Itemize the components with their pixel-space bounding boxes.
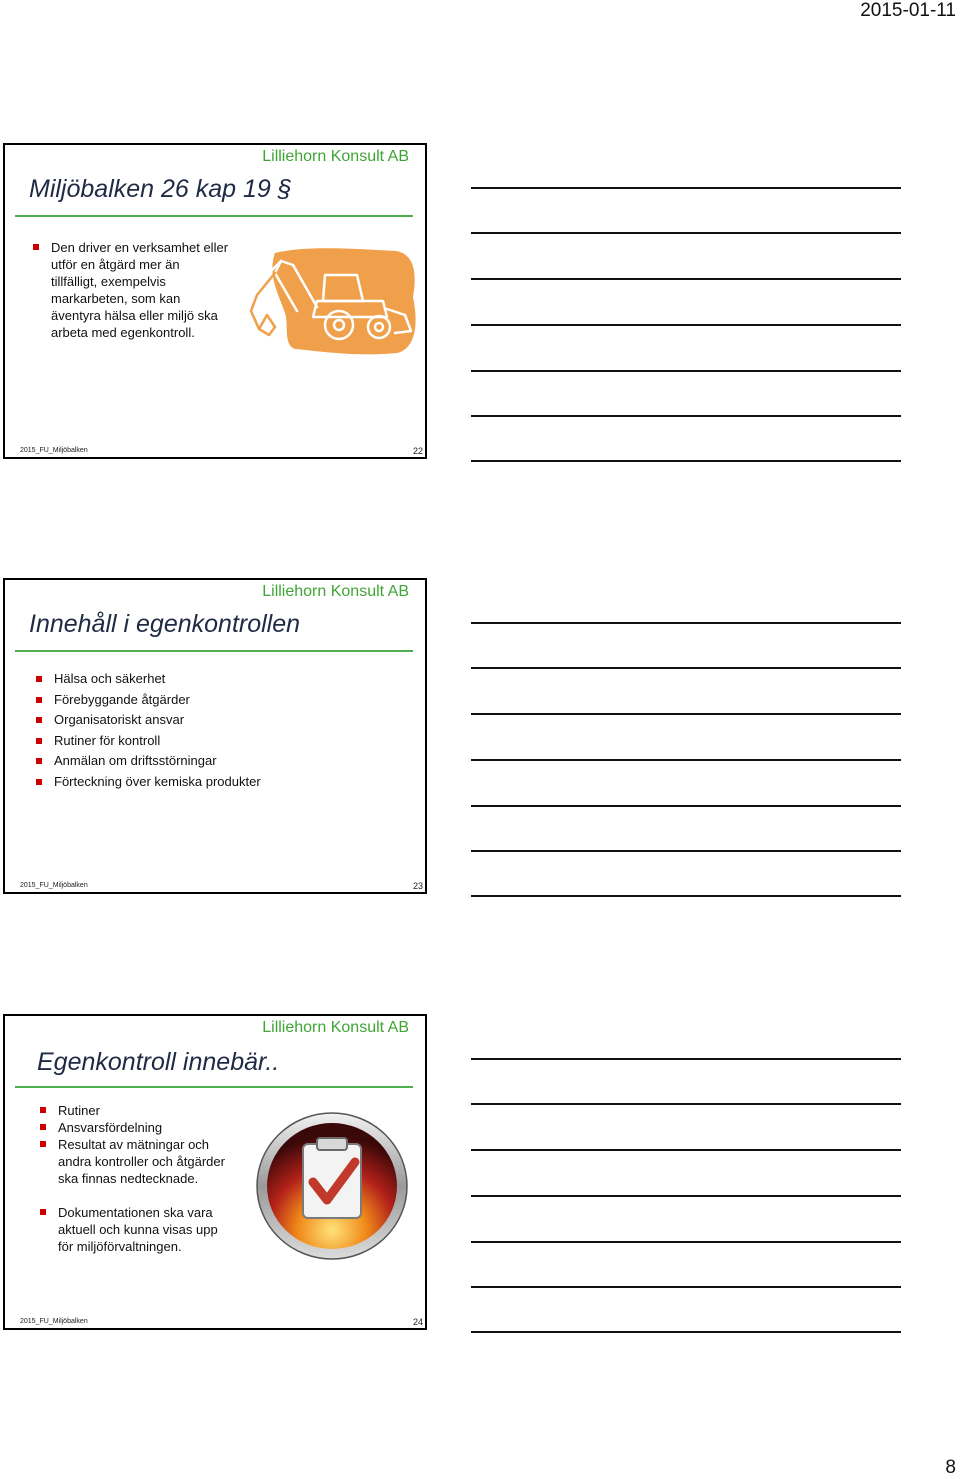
note-line [471, 232, 901, 234]
company-name: Lilliehorn Konsult AB [262, 583, 409, 600]
list-item: Organisatoriskt ansvar [36, 710, 416, 731]
list-item: Hälsa och säkerhet [36, 669, 416, 690]
note-line [471, 460, 901, 462]
page-date: 2015-01-11 [860, 0, 956, 21]
list-item: Den driver en verksamhet eller utför en åtgärd mer än tillfälligt, exempelvis markarbeten, som kan äventyra hälsa eller miljö ska arbeta med egenkontroll. [33, 239, 229, 341]
title-rule [15, 1086, 413, 1088]
title-rule [15, 215, 413, 217]
note-line [471, 1149, 901, 1151]
slide-title: Egenkontroll innebär.. [37, 1048, 280, 1076]
bullet-marker [33, 244, 39, 250]
bullet-marker [36, 697, 42, 703]
slide-footer-label: 2015_FU_Miljöbalken [20, 882, 88, 889]
note-line [471, 805, 901, 807]
bullet-marker [40, 1141, 46, 1147]
list-item: Anmälan om driftsstörningar [36, 751, 416, 772]
note-line [471, 1241, 901, 1243]
slide-title: Innehåll i egenkontrollen [29, 610, 301, 638]
note-line [471, 667, 901, 669]
note-line [471, 324, 901, 326]
bullet-list [33, 239, 229, 341]
bullet-marker [36, 676, 42, 682]
list-item: Förebyggande åtgärder [36, 690, 416, 711]
list-item: Resultat av mätningar och andra kontroller och åtgärder ska finnas nedtecknade. [40, 1136, 230, 1187]
note-line [471, 1195, 901, 1197]
title-rule [15, 650, 413, 652]
company-name: Lilliehorn Konsult AB [262, 148, 409, 165]
note-line [471, 1286, 901, 1288]
slide-number: 22 [412, 446, 423, 456]
bullet-marker [36, 758, 42, 764]
bullet-marker [36, 717, 42, 723]
note-line [471, 1058, 901, 1060]
list-item: Dokumentationen ska vara aktuell och kunna visas upp för miljöförvaltningen. [40, 1204, 230, 1255]
clipboard-checkmark-icon [255, 1110, 409, 1262]
company-name: Lilliehorn Konsult AB [262, 1019, 409, 1036]
bullet-marker [40, 1107, 46, 1113]
bullet-marker [40, 1209, 46, 1215]
note-line [471, 759, 901, 761]
bullet-marker [40, 1124, 46, 1130]
note-line [471, 895, 901, 897]
slide-23 [3, 578, 427, 894]
slide-number: 23 [412, 881, 423, 891]
backhoe-loader-clipart [247, 245, 419, 357]
note-line [471, 278, 901, 280]
page-number: 8 [945, 1457, 956, 1478]
note-line [471, 850, 901, 852]
note-line [471, 415, 901, 417]
list-item: Rutiner för kontroll [36, 731, 416, 752]
list-item: Förteckning över kemiska produkter [36, 772, 416, 793]
bullet-marker [36, 738, 42, 744]
list-item: Rutiner [40, 1102, 230, 1119]
note-line [471, 1103, 901, 1105]
slide-24 [3, 1014, 427, 1330]
list-item: Ansvarsfördelning [40, 1119, 230, 1136]
note-line [471, 1331, 901, 1333]
note-line [471, 622, 901, 624]
bullet-marker [36, 779, 42, 785]
slide-22 [3, 143, 427, 459]
slide-footer-label: 2015_FU_Miljöbalken [20, 1318, 88, 1325]
note-line [471, 370, 901, 372]
note-line [471, 713, 901, 715]
bullet-list [40, 1102, 230, 1255]
note-line [471, 187, 901, 189]
bullet-list [36, 669, 416, 792]
slide-number: 24 [412, 1317, 423, 1327]
slide-title: Miljöbalken 26 kap 19 § [29, 175, 292, 203]
slide-footer-label: 2015_FU_Miljöbalken [20, 447, 88, 454]
